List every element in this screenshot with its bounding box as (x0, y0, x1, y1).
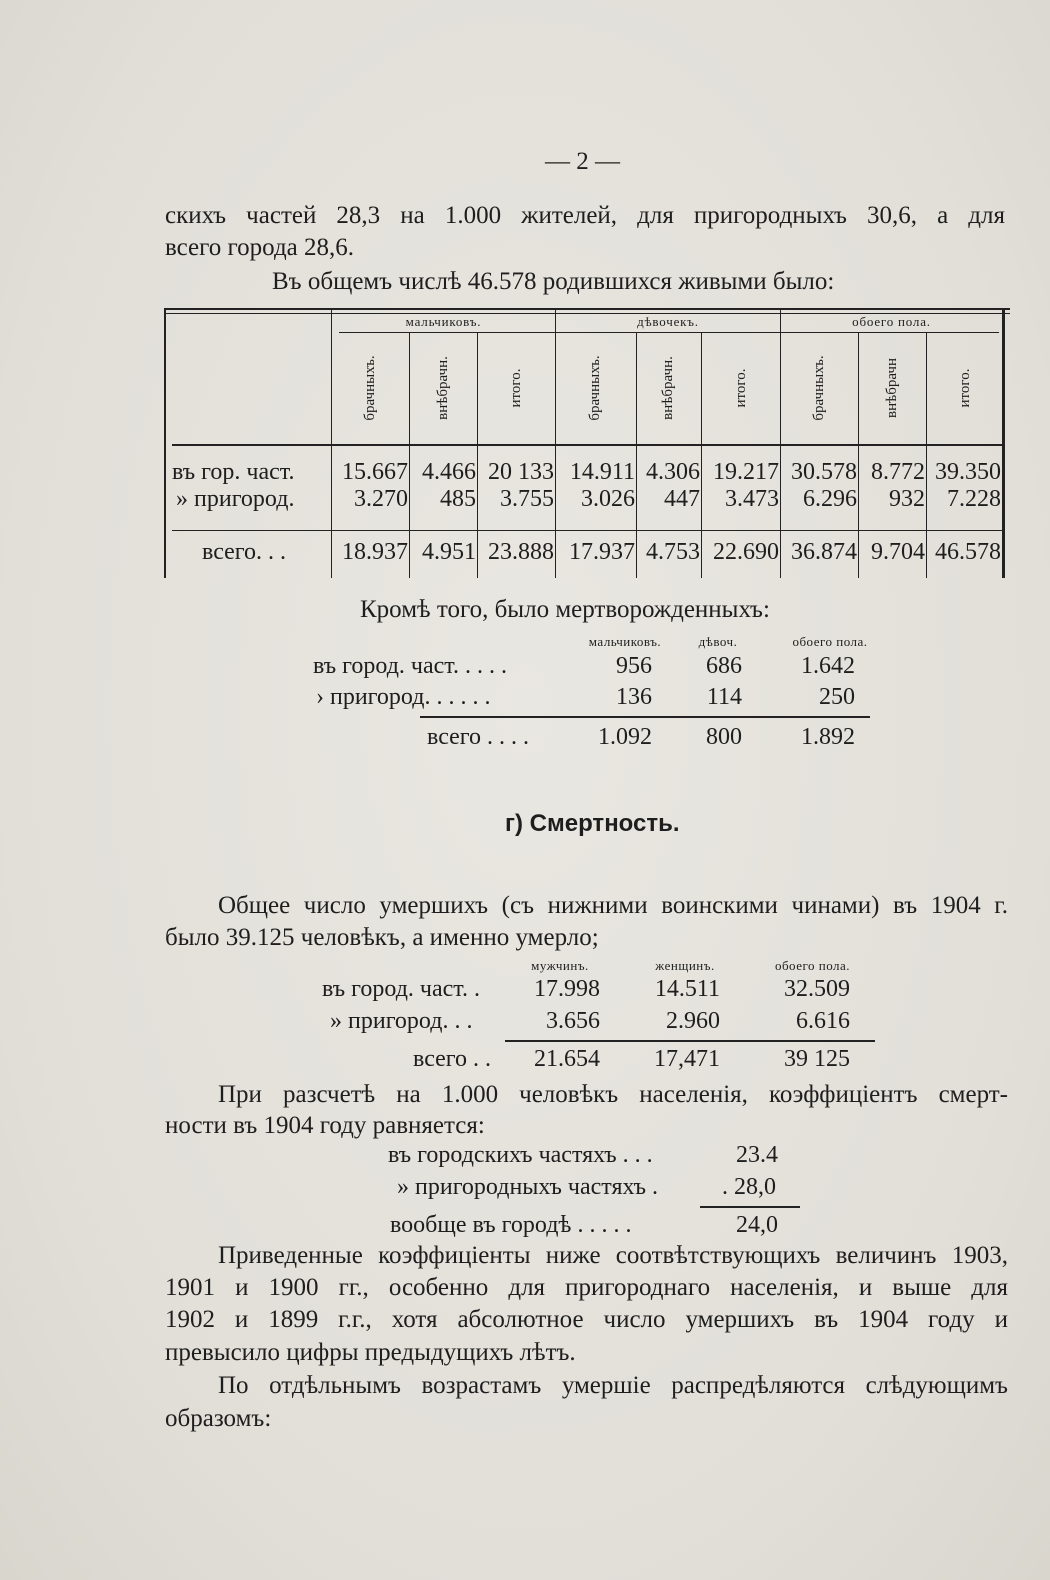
group-header-boys: мальчиковъ. (405, 314, 482, 329)
stillborn-total-rule (420, 716, 870, 718)
mortality-header-both: обоего пола. (774, 958, 851, 973)
mortality-value: 17.998 (534, 976, 600, 1002)
mortality-line-2: было 39.125 человѣкъ, а именно умерло; (165, 924, 599, 951)
stillborn-header-both: обоего пола. (792, 634, 868, 649)
intro-line-2: всего города 28,6. (165, 234, 355, 261)
mortality-row-label-suburb: » пригород. . . (330, 1008, 473, 1034)
stillborn-total-label: всего . . . . (427, 724, 530, 750)
table-cell: 46.578 (935, 539, 1001, 565)
table-cell: 9.704 (871, 539, 925, 565)
mortality-line-1: Общее число умершихъ (съ нижними воинскими чинами) въ 1904 г. (218, 892, 1008, 919)
stillborn-header-girls: дѣвоч. (698, 634, 738, 649)
table-cell: 4.753 (646, 539, 700, 565)
mortality-row-label-city: въ город. част. . (322, 976, 480, 1002)
stillborn-row-label-suburb: › пригород. . . . . . (316, 684, 491, 710)
births-table (164, 308, 1010, 583)
row-label-total: всего. . . (202, 539, 287, 565)
closing-line-3: 1902 и 1899 г.г., хотя абсолютное число умершихъ въ 1904 году и (165, 1306, 1008, 1333)
table-cell: 30.578 (791, 459, 857, 485)
table-cell: 447 (664, 486, 700, 512)
stillborn-row-label-city: въ город. част. . . . . (313, 653, 507, 679)
coefficient-line-1: При разсчетѣ на 1.000 человѣкъ населенія, коэффиціентъ смерт- (218, 1081, 1008, 1108)
page-number: — 2 — (545, 148, 620, 175)
stillborn-value: 114 (706, 684, 742, 710)
table-cell: 23.888 (488, 539, 554, 565)
mortality-value: 3.656 (546, 1008, 600, 1034)
intro-line-3: Въ общемъ числѣ 46.578 родившихся живыми было: (272, 268, 835, 295)
closing-line-5: По отдѣльнымъ возрастамъ умершіе распредѣляются слѣдующимъ (218, 1372, 1008, 1399)
coefficient-line-2: ности въ 1904 году равняется: (165, 1112, 485, 1139)
coefficient-row-label-total: вообще въ городѣ . . . . . (390, 1212, 632, 1238)
subheader-girls-illegit: внѣбрачн. (660, 356, 676, 420)
mortality-total-label: всего . . (413, 1046, 492, 1072)
mortality-total-rule (505, 1040, 875, 1042)
table-cell: 15.667 (342, 459, 408, 485)
table-cell: 3.026 (581, 486, 635, 512)
table-cell: 3.755 (500, 486, 554, 512)
table-cell: 3.473 (725, 486, 779, 512)
subheader-both-total: итого. (957, 368, 973, 408)
table-cell: 18.937 (342, 539, 408, 565)
table-cell: 14.911 (569, 459, 635, 485)
group-header-both: обоего пола. (852, 314, 931, 329)
mortality-value: 2.960 (666, 1008, 720, 1034)
stillborn-value: 1.642 (801, 653, 855, 679)
table-cell: 4.306 (646, 459, 700, 485)
table-cell: 19.217 (713, 459, 779, 485)
mortality-value: 32.509 (784, 976, 850, 1002)
stillborn-value: 250 (819, 684, 855, 710)
mortality-value: 6.616 (796, 1008, 850, 1034)
table-cell: 485 (440, 486, 476, 512)
mortality-value: 14.511 (654, 976, 720, 1002)
table-cell: 8.772 (871, 459, 925, 485)
mortality-header-men: мужчинъ. (531, 958, 589, 973)
table-cell: 4.466 (422, 459, 476, 485)
table-cell: 6.296 (803, 486, 857, 512)
stillborn-value: 1.892 (801, 724, 855, 750)
subheader-girls-legit: брачныхъ. (587, 355, 603, 421)
table-cell: 3.270 (354, 486, 408, 512)
closing-line-2: 1901 и 1900 гг., особенно для пригороднаго населенія, и выше для (165, 1274, 1008, 1301)
table-cell: 36.874 (791, 539, 857, 565)
subheader-girls-total: итого. (733, 368, 749, 408)
group-header-girls: дѣвочекъ. (637, 314, 699, 329)
mortality-value: 17,471 (654, 1046, 720, 1072)
table-cell: 20 133 (488, 459, 554, 485)
row-label-suburb: » пригород. (176, 486, 295, 512)
stillborn-header-boys: мальчиковъ. (588, 634, 662, 649)
coefficient-row-label-suburb: » пригородныхъ частяхъ . (397, 1174, 658, 1200)
section-title: г) Смертность. (505, 810, 680, 837)
intro-line-1: скихъ частей 28,3 на 1.000 жителей, для пригородныхъ 30,6, а для (165, 202, 1005, 229)
table-cell: 4.951 (422, 539, 476, 565)
table-cell: 17.937 (569, 539, 635, 565)
closing-line-6: образомъ: (165, 1405, 272, 1432)
coefficient-value-city: 23.4 (736, 1142, 778, 1168)
row-label-city: въ гор. част. (172, 459, 295, 485)
subheader-both-legit: брачныхъ. (811, 355, 827, 421)
coefficient-value-suburb: . 28,0 (722, 1174, 776, 1200)
mortality-value: 21.654 (534, 1046, 600, 1072)
table-cell: 22.690 (713, 539, 779, 565)
table-cell: 7.228 (947, 486, 1001, 512)
coefficient-value-total: 24,0 (736, 1212, 778, 1238)
mortality-value: 39 125 (784, 1046, 850, 1072)
subheader-both-illegit: внѣбрачн (884, 358, 900, 419)
stillborn-value: 800 (706, 724, 742, 750)
stillborn-value: 136 (616, 684, 652, 710)
subheader-boys-illegit: внѣбрачн. (435, 356, 451, 420)
stillborn-title: Кромѣ того, было мертворожденныхъ: (360, 596, 770, 623)
stillborn-value: 686 (706, 653, 742, 679)
coefficient-total-rule (700, 1206, 800, 1208)
subheader-boys-legit: брачныхъ. (362, 355, 378, 421)
coefficient-row-label-city: въ городскихъ частяхъ . . . (388, 1142, 653, 1168)
stillborn-value: 956 (616, 653, 652, 679)
closing-line-4: превысило цифры предыдущихъ лѣтъ. (165, 1339, 576, 1366)
table-cell: 932 (889, 486, 925, 512)
closing-line-1: Приведенные коэффиціенты ниже соотвѣтствующихъ величинъ 1903, (218, 1242, 1008, 1269)
table-cell: 39.350 (935, 459, 1001, 485)
subheader-boys-total: итого. (508, 368, 524, 408)
stillborn-value: 1.092 (598, 724, 652, 750)
mortality-header-women: женщинъ. (655, 958, 715, 973)
